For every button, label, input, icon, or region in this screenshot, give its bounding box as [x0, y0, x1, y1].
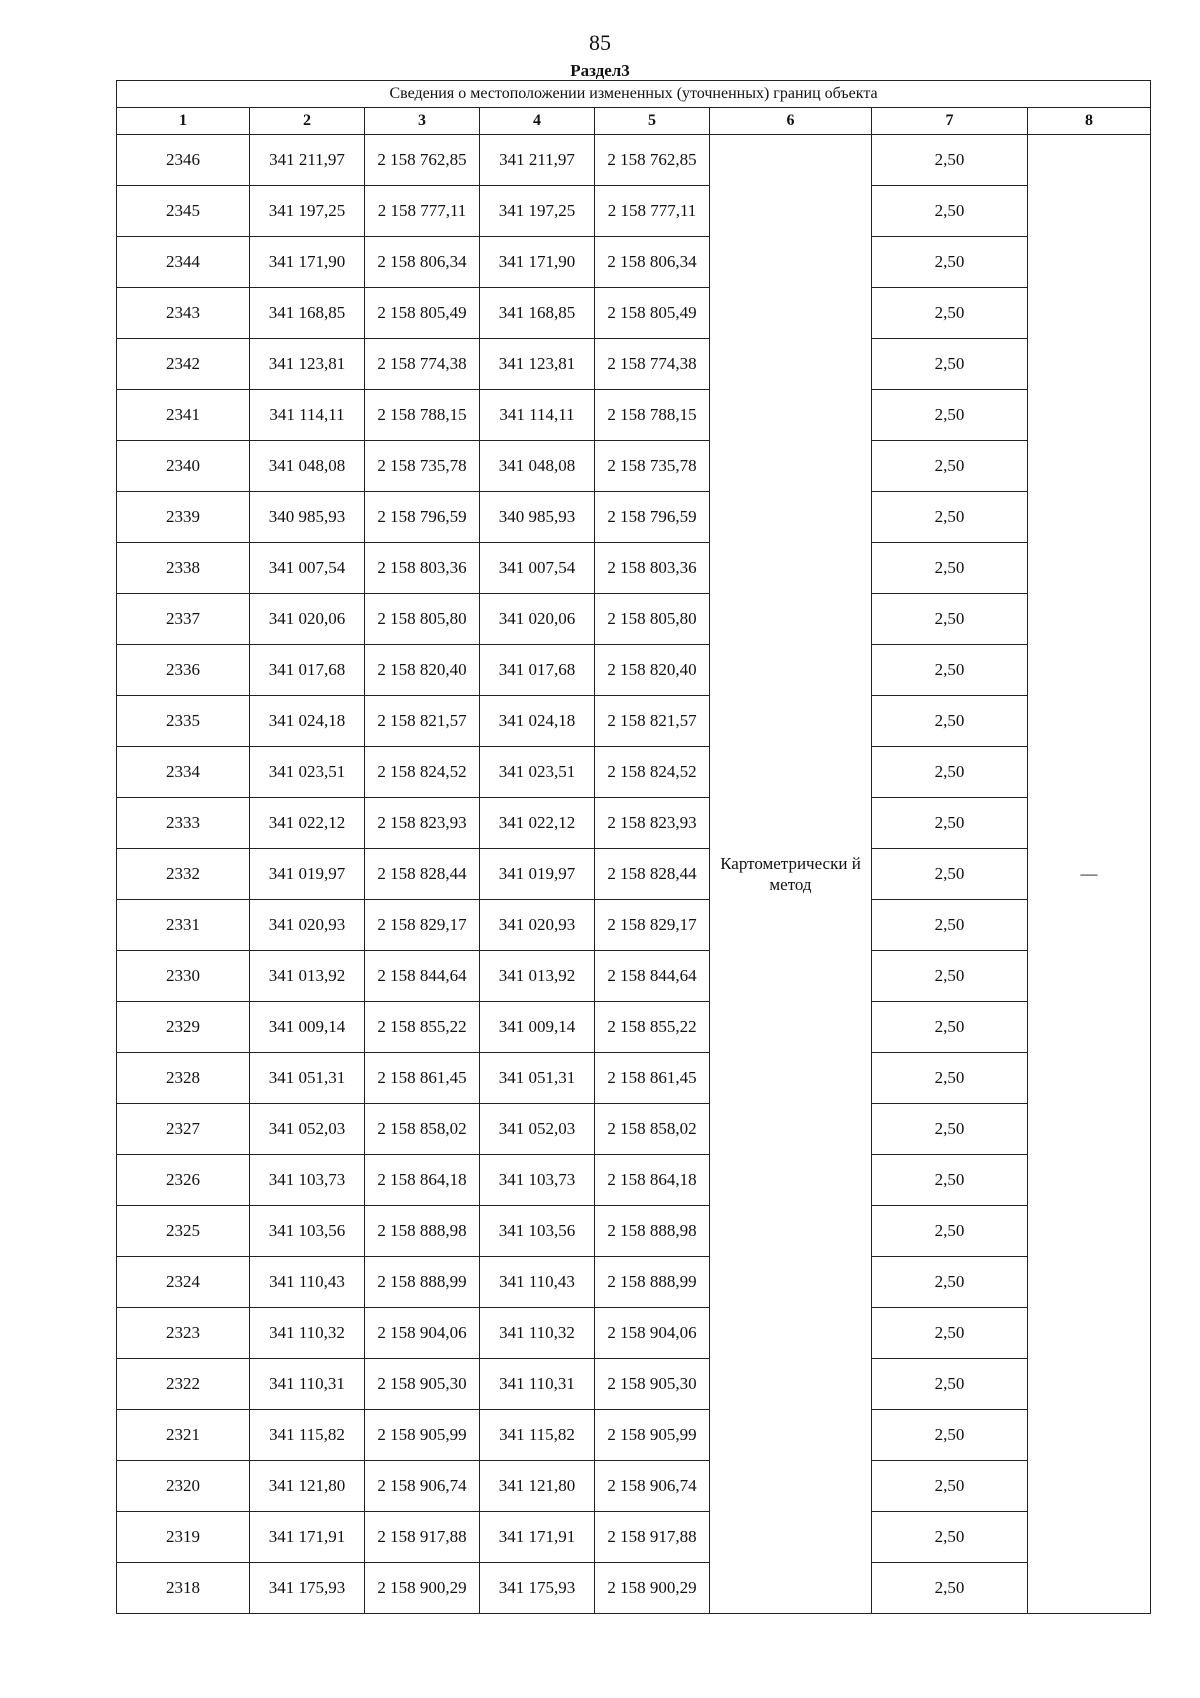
- coordinates-table: [116, 80, 1151, 1614]
- point-number-cell: 2319: [117, 1512, 250, 1563]
- x-old-cell: 341 009,14: [250, 1002, 365, 1053]
- y-new-cell: 2 158 824,52: [595, 747, 710, 798]
- point-number-cell: 2341: [117, 390, 250, 441]
- x-old-cell: 341 114,11: [250, 390, 365, 441]
- y-old-cell: 2 158 821,57: [365, 696, 480, 747]
- x-old-cell: 341 007,54: [250, 543, 365, 594]
- accuracy-cell: 2,50: [872, 696, 1028, 747]
- accuracy-cell: 2,50: [872, 1563, 1028, 1614]
- y-new-cell: 2 158 805,49: [595, 288, 710, 339]
- point-number-cell: 2329: [117, 1002, 250, 1053]
- accuracy-cell: 2,50: [872, 798, 1028, 849]
- y-new-cell: 2 158 805,80: [595, 594, 710, 645]
- accuracy-cell: 2,50: [872, 951, 1028, 1002]
- x-old-cell: 341 103,73: [250, 1155, 365, 1206]
- accuracy-cell: 2,50: [872, 492, 1028, 543]
- point-number-cell: 2327: [117, 1104, 250, 1155]
- x-new-cell: 340 985,93: [480, 492, 595, 543]
- y-new-cell: 2 158 904,06: [595, 1308, 710, 1359]
- point-number-cell: 2320: [117, 1461, 250, 1512]
- y-old-cell: 2 158 905,30: [365, 1359, 480, 1410]
- table-body: [117, 135, 1151, 1614]
- x-new-cell: 341 110,32: [480, 1308, 595, 1359]
- x-new-cell: 341 023,51: [480, 747, 595, 798]
- x-new-cell: 341 007,54: [480, 543, 595, 594]
- y-new-cell: 2 158 888,99: [595, 1257, 710, 1308]
- x-old-cell: 341 023,51: [250, 747, 365, 798]
- x-old-cell: 341 020,93: [250, 900, 365, 951]
- table-row: [117, 441, 1151, 492]
- y-old-cell: 2 158 762,85: [365, 135, 480, 186]
- y-new-cell: 2 158 796,59: [595, 492, 710, 543]
- x-old-cell: 341 121,80: [250, 1461, 365, 1512]
- table-row: [117, 645, 1151, 696]
- x-old-cell: 341 019,97: [250, 849, 365, 900]
- accuracy-cell: 2,50: [872, 339, 1028, 390]
- point-number-cell: 2330: [117, 951, 250, 1002]
- accuracy-cell: 2,50: [872, 1002, 1028, 1053]
- y-old-cell: 2 158 829,17: [365, 900, 480, 951]
- x-new-cell: 341 115,82: [480, 1410, 595, 1461]
- x-new-cell: 341 013,92: [480, 951, 595, 1002]
- point-number-cell: 2324: [117, 1257, 250, 1308]
- table-row: [117, 798, 1151, 849]
- y-old-cell: 2 158 774,38: [365, 339, 480, 390]
- y-new-cell: 2 158 762,85: [595, 135, 710, 186]
- accuracy-cell: 2,50: [872, 747, 1028, 798]
- y-new-cell: 2 158 905,30: [595, 1359, 710, 1410]
- point-number-cell: 2325: [117, 1206, 250, 1257]
- x-old-cell: 341 110,31: [250, 1359, 365, 1410]
- y-new-cell: 2 158 844,64: [595, 951, 710, 1002]
- point-number-cell: 2328: [117, 1053, 250, 1104]
- point-number-cell: 2340: [117, 441, 250, 492]
- x-new-cell: 341 171,91: [480, 1512, 595, 1563]
- table-row: [117, 1104, 1151, 1155]
- y-new-cell: 2 158 905,99: [595, 1410, 710, 1461]
- column-number: 6: [710, 108, 872, 135]
- column-number-row: [117, 108, 1151, 135]
- point-number-cell: 2332: [117, 849, 250, 900]
- accuracy-cell: 2,50: [872, 849, 1028, 900]
- accuracy-cell: 2,50: [872, 390, 1028, 441]
- column-number: 3: [365, 108, 480, 135]
- column-number: 4: [480, 108, 595, 135]
- note-cell: —: [1028, 135, 1151, 1614]
- y-new-cell: 2 158 888,98: [595, 1206, 710, 1257]
- table-row: [117, 339, 1151, 390]
- y-new-cell: 2 158 788,15: [595, 390, 710, 441]
- y-old-cell: 2 158 823,93: [365, 798, 480, 849]
- y-old-cell: 2 158 905,99: [365, 1410, 480, 1461]
- x-old-cell: 341 171,91: [250, 1512, 365, 1563]
- column-number: 7: [872, 108, 1028, 135]
- x-new-cell: 341 048,08: [480, 441, 595, 492]
- x-old-cell: 341 103,56: [250, 1206, 365, 1257]
- y-new-cell: 2 158 828,44: [595, 849, 710, 900]
- x-old-cell: 341 024,18: [250, 696, 365, 747]
- point-number-cell: 2323: [117, 1308, 250, 1359]
- table-row: [117, 594, 1151, 645]
- y-old-cell: 2 158 824,52: [365, 747, 480, 798]
- point-number-cell: 2342: [117, 339, 250, 390]
- y-old-cell: 2 158 844,64: [365, 951, 480, 1002]
- y-new-cell: 2 158 858,02: [595, 1104, 710, 1155]
- x-new-cell: 341 110,31: [480, 1359, 595, 1410]
- x-new-cell: 341 175,93: [480, 1563, 595, 1614]
- y-old-cell: 2 158 735,78: [365, 441, 480, 492]
- y-old-cell: 2 158 904,06: [365, 1308, 480, 1359]
- x-new-cell: 341 114,11: [480, 390, 595, 441]
- y-old-cell: 2 158 803,36: [365, 543, 480, 594]
- y-old-cell: 2 158 788,15: [365, 390, 480, 441]
- y-old-cell: 2 158 805,49: [365, 288, 480, 339]
- x-old-cell: 341 211,97: [250, 135, 365, 186]
- y-new-cell: 2 158 806,34: [595, 237, 710, 288]
- x-old-cell: 341 048,08: [250, 441, 365, 492]
- x-new-cell: 341 168,85: [480, 288, 595, 339]
- x-new-cell: 341 052,03: [480, 1104, 595, 1155]
- table-row: [117, 900, 1151, 951]
- table-row: [117, 1359, 1151, 1410]
- table-row: [117, 849, 1151, 900]
- x-old-cell: 341 123,81: [250, 339, 365, 390]
- table-row: [117, 492, 1151, 543]
- y-old-cell: 2 158 806,34: [365, 237, 480, 288]
- table-row: [117, 1002, 1151, 1053]
- table-caption: Сведения о местоположении измененных (уточненных) границ объекта: [117, 81, 1151, 108]
- point-number-cell: 2321: [117, 1410, 250, 1461]
- accuracy-cell: 2,50: [872, 1257, 1028, 1308]
- x-old-cell: 341 051,31: [250, 1053, 365, 1104]
- table-row: [117, 1461, 1151, 1512]
- accuracy-cell: 2,50: [872, 186, 1028, 237]
- y-old-cell: 2 158 820,40: [365, 645, 480, 696]
- x-new-cell: 341 024,18: [480, 696, 595, 747]
- accuracy-cell: 2,50: [872, 543, 1028, 594]
- table-row: [117, 1308, 1151, 1359]
- table-row: [117, 1155, 1151, 1206]
- method-cell: Картометрически й метод: [710, 135, 872, 1614]
- point-number-cell: 2331: [117, 900, 250, 951]
- y-new-cell: 2 158 820,40: [595, 645, 710, 696]
- column-number: 8: [1028, 108, 1151, 135]
- point-number-cell: 2337: [117, 594, 250, 645]
- x-new-cell: 341 123,81: [480, 339, 595, 390]
- y-new-cell: 2 158 829,17: [595, 900, 710, 951]
- table-row: [117, 288, 1151, 339]
- column-number: 2: [250, 108, 365, 135]
- x-old-cell: 341 052,03: [250, 1104, 365, 1155]
- y-new-cell: 2 158 900,29: [595, 1563, 710, 1614]
- x-old-cell: 341 175,93: [250, 1563, 365, 1614]
- x-new-cell: 341 019,97: [480, 849, 595, 900]
- x-old-cell: 340 985,93: [250, 492, 365, 543]
- accuracy-cell: 2,50: [872, 135, 1028, 186]
- page-number: 85: [589, 30, 611, 55]
- x-new-cell: 341 121,80: [480, 1461, 595, 1512]
- accuracy-cell: 2,50: [872, 645, 1028, 696]
- column-number: 1: [117, 108, 250, 135]
- point-number-cell: 2334: [117, 747, 250, 798]
- y-old-cell: 2 158 828,44: [365, 849, 480, 900]
- accuracy-cell: 2,50: [872, 1155, 1028, 1206]
- y-old-cell: 2 158 855,22: [365, 1002, 480, 1053]
- x-new-cell: 341 171,90: [480, 237, 595, 288]
- y-old-cell: 2 158 805,80: [365, 594, 480, 645]
- y-new-cell: 2 158 823,93: [595, 798, 710, 849]
- accuracy-cell: 2,50: [872, 288, 1028, 339]
- accuracy-cell: 2,50: [872, 237, 1028, 288]
- point-number-cell: 2335: [117, 696, 250, 747]
- table-row: [117, 1257, 1151, 1308]
- x-new-cell: 341 110,43: [480, 1257, 595, 1308]
- accuracy-cell: 2,50: [872, 1359, 1028, 1410]
- point-number-cell: 2318: [117, 1563, 250, 1614]
- table-row: [117, 747, 1151, 798]
- accuracy-cell: 2,50: [872, 1104, 1028, 1155]
- point-number-cell: 2345: [117, 186, 250, 237]
- accuracy-cell: 2,50: [872, 441, 1028, 492]
- y-old-cell: 2 158 900,29: [365, 1563, 480, 1614]
- x-new-cell: 341 009,14: [480, 1002, 595, 1053]
- x-old-cell: 341 022,12: [250, 798, 365, 849]
- table-row: [117, 390, 1151, 441]
- column-number: 5: [595, 108, 710, 135]
- x-old-cell: 341 020,06: [250, 594, 365, 645]
- point-number-cell: 2322: [117, 1359, 250, 1410]
- point-number-cell: 2338: [117, 543, 250, 594]
- x-old-cell: 341 013,92: [250, 951, 365, 1002]
- table-row: [117, 543, 1151, 594]
- x-old-cell: 341 115,82: [250, 1410, 365, 1461]
- x-new-cell: 341 020,06: [480, 594, 595, 645]
- x-old-cell: 341 110,43: [250, 1257, 365, 1308]
- x-new-cell: 341 022,12: [480, 798, 595, 849]
- accuracy-cell: 2,50: [872, 900, 1028, 951]
- y-new-cell: 2 158 861,45: [595, 1053, 710, 1104]
- x-new-cell: 341 211,97: [480, 135, 595, 186]
- table-row: [117, 1206, 1151, 1257]
- point-number-cell: 2333: [117, 798, 250, 849]
- y-old-cell: 2 158 888,98: [365, 1206, 480, 1257]
- y-new-cell: 2 158 917,88: [595, 1512, 710, 1563]
- y-new-cell: 2 158 735,78: [595, 441, 710, 492]
- y-old-cell: 2 158 864,18: [365, 1155, 480, 1206]
- x-new-cell: 341 017,68: [480, 645, 595, 696]
- point-number-cell: 2326: [117, 1155, 250, 1206]
- y-old-cell: 2 158 917,88: [365, 1512, 480, 1563]
- accuracy-cell: 2,50: [872, 1308, 1028, 1359]
- point-number-cell: 2346: [117, 135, 250, 186]
- table-row: [117, 135, 1151, 186]
- y-old-cell: 2 158 796,59: [365, 492, 480, 543]
- table-row: [117, 1053, 1151, 1104]
- y-new-cell: 2 158 821,57: [595, 696, 710, 747]
- y-old-cell: 2 158 858,02: [365, 1104, 480, 1155]
- point-number-cell: 2336: [117, 645, 250, 696]
- point-number-cell: 2339: [117, 492, 250, 543]
- x-new-cell: 341 103,73: [480, 1155, 595, 1206]
- accuracy-cell: 2,50: [872, 1206, 1028, 1257]
- table-row: [117, 237, 1151, 288]
- y-old-cell: 2 158 777,11: [365, 186, 480, 237]
- point-number-cell: 2344: [117, 237, 250, 288]
- y-new-cell: 2 158 777,11: [595, 186, 710, 237]
- x-old-cell: 341 017,68: [250, 645, 365, 696]
- point-number-cell: 2343: [117, 288, 250, 339]
- section-title: Раздел3: [570, 61, 630, 80]
- table-row: [117, 1410, 1151, 1461]
- table-row: [117, 696, 1151, 747]
- y-new-cell: 2 158 855,22: [595, 1002, 710, 1053]
- accuracy-cell: 2,50: [872, 1461, 1028, 1512]
- x-new-cell: 341 020,93: [480, 900, 595, 951]
- table-row: [117, 1563, 1151, 1614]
- y-old-cell: 2 158 888,99: [365, 1257, 480, 1308]
- x-old-cell: 341 171,90: [250, 237, 365, 288]
- y-new-cell: 2 158 803,36: [595, 543, 710, 594]
- x-new-cell: 341 103,56: [480, 1206, 595, 1257]
- table-row: [117, 951, 1151, 1002]
- accuracy-cell: 2,50: [872, 594, 1028, 645]
- x-new-cell: 341 197,25: [480, 186, 595, 237]
- accuracy-cell: 2,50: [872, 1410, 1028, 1461]
- x-old-cell: 341 168,85: [250, 288, 365, 339]
- table-row: [117, 1512, 1151, 1563]
- table-row: [117, 186, 1151, 237]
- y-new-cell: 2 158 774,38: [595, 339, 710, 390]
- y-new-cell: 2 158 864,18: [595, 1155, 710, 1206]
- y-old-cell: 2 158 861,45: [365, 1053, 480, 1104]
- y-old-cell: 2 158 906,74: [365, 1461, 480, 1512]
- y-new-cell: 2 158 906,74: [595, 1461, 710, 1512]
- accuracy-cell: 2,50: [872, 1512, 1028, 1563]
- x-new-cell: 341 051,31: [480, 1053, 595, 1104]
- x-old-cell: 341 110,32: [250, 1308, 365, 1359]
- x-old-cell: 341 197,25: [250, 186, 365, 237]
- accuracy-cell: 2,50: [872, 1053, 1028, 1104]
